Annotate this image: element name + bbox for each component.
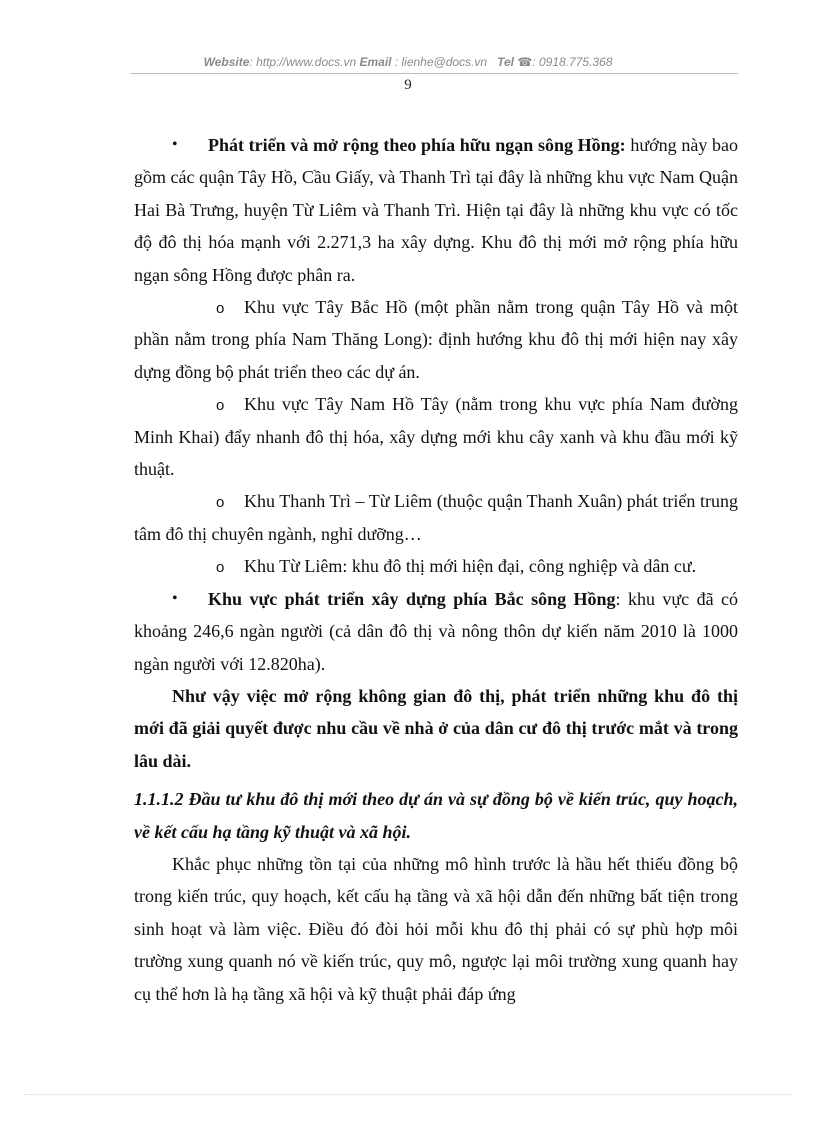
page-number: 9 xyxy=(404,77,412,93)
body-paragraph: Khắc phục những tồn tại của những mô hình trước là hầu hết thiếu đồng bộ trong kiến trúc, quy hoạch, kết cấu hạ tầng và xã hội dẫn đến những bất tiện trong sinh hoạt và làm việc. Điều đó đòi hỏi mỗi khu đô thị phải có sự phù hợp môi trường xung quanh nó về kiến trúc, quy mô, ngược lại môi trường xung quanh hay cụ thể hơn là hạ tầng xã hội và kỹ thuật phải đáp ứng xyxy=(134,853,738,1004)
circle-bullet-icon: o xyxy=(216,397,225,415)
website-value: : http://www.docs.vn xyxy=(249,55,357,69)
sub-item xyxy=(134,550,738,582)
footer-divider xyxy=(24,1094,792,1095)
website-label: Website xyxy=(203,55,250,69)
tel-label: Tel xyxy=(497,55,514,69)
bullet-icon: • xyxy=(172,136,178,153)
sub-item-text: Khu Thanh Trì – Từ Liêm (thuộc quận Thanh Xuân) phát triển trung tâm đô thị chuyên ngành, nghỉ dưỡng… xyxy=(134,491,738,544)
header-divider xyxy=(130,73,738,74)
bullet-heading: Phát triển và mở rộng theo phía hữu ngạn sông Hồng: xyxy=(208,135,626,155)
sub-item-text: Khu vực Tây Bắc Hồ (một phần nằm trong quận Tây Hồ và một phần nằm trong phía Nam Thăng Long): định hướng khu đô thị mới hiện nay xây dựng đồng bộ phát triển theo các dự án. xyxy=(134,297,738,382)
tel-value: : 0918.775.368 xyxy=(532,55,613,69)
sub-item xyxy=(134,388,738,485)
circle-bullet-icon: o xyxy=(216,300,225,318)
email-label: Email xyxy=(359,55,392,69)
section-heading: 1.1.1.2 Đầu tư khu đô thị mới theo dự án và sự đồng bộ về kiến trúc, quy hoạch, về kết cấu hạ tầng kỹ thuật và xã hội. xyxy=(134,789,738,842)
sub-item xyxy=(134,291,738,388)
bullet-item-right-bank xyxy=(134,129,738,291)
sub-item xyxy=(134,485,738,550)
email-value: : lienhe@docs.vn xyxy=(391,55,488,69)
bullet-text: : khu vực đã có khoảng 246,6 ngàn người (cả dân đô thị và nông thôn dự kiến năm 2010 là 1000 ngàn người với 12.820ha). xyxy=(134,588,738,674)
bullet-item-north-bank xyxy=(134,583,738,680)
document-body xyxy=(134,129,738,1010)
bullet-icon: • xyxy=(172,589,178,607)
sub-item-text: Khu vực Tây Nam Hồ Tây (nằm trong khu vực phía Nam đường Minh Khai) đẩy nhanh đô thị hóa, xây dựng mới khu cây xanh và khu đầu mới kỹ thuật. xyxy=(134,394,738,480)
circle-bullet-icon: o xyxy=(216,494,225,512)
sub-item-text: Khu Từ Liêm: khu đô thị mới hiện đại, công nghiệp và dân cư. xyxy=(244,556,697,577)
circle-bullet-icon: o xyxy=(216,559,225,577)
bullet-heading: Khu vực phát triển xây dựng phía Bắc sông Hồng xyxy=(208,588,616,609)
phone-icon: ☎ xyxy=(517,55,533,69)
bullet-text: hướng này bao gồm các quận Tây Hồ, Cầu Giấy, và Thanh Trì tại đây là những khu vực Nam Quận Hai Bà Trưng, huyện Từ Liêm và Thanh Trì. Hiện tại đây là những khu vực có tốc độ đô thị hóa mạnh với 2.271,3 ha xây dựng. Khu đô thị mới mở rộng phía hữu ngạn sông Hồng được phân ra. xyxy=(134,135,738,285)
page-header xyxy=(0,55,816,69)
conclusion-paragraph: Như vậy việc mở rộng không gian đô thị, phát triển những khu đô thị mới đã giải quyết được nhu cầu về nhà ở của dân cư đô thị trước mắt và trong lâu dài. xyxy=(134,685,738,771)
